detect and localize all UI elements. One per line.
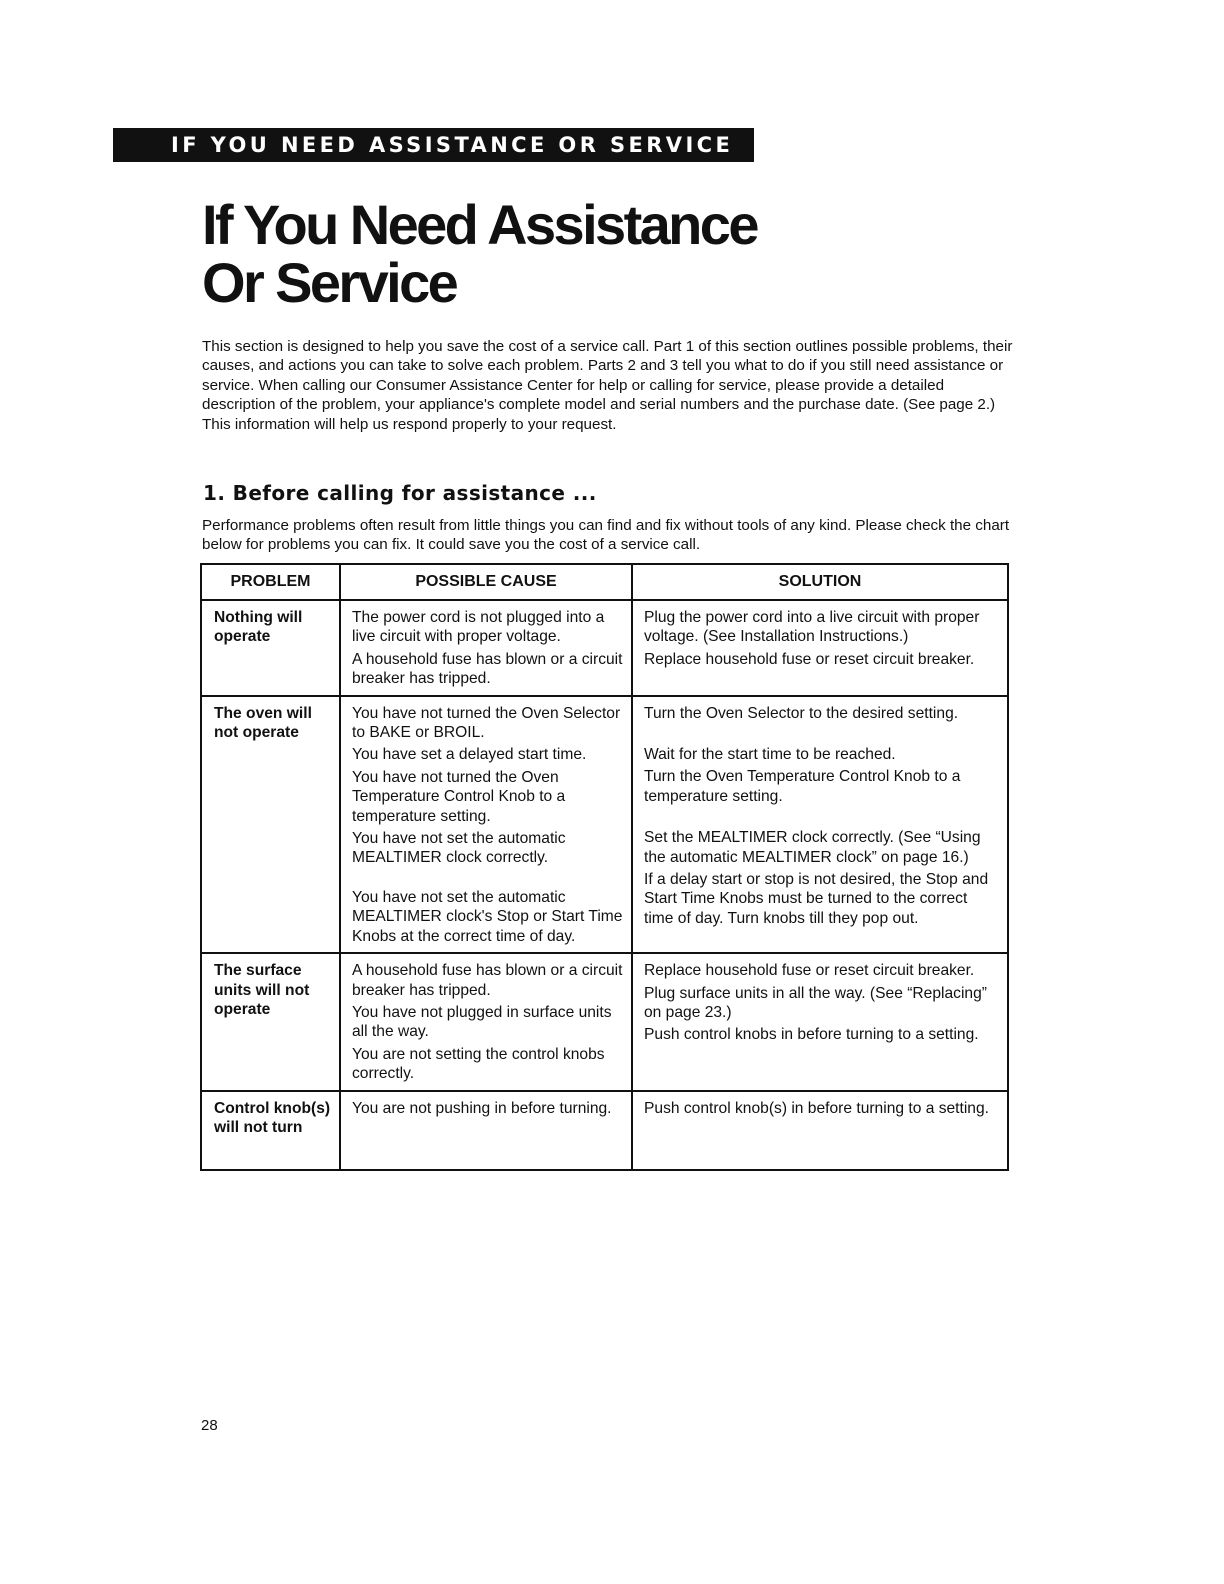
problem-cell: Control knob(s) will not turn bbox=[201, 1091, 340, 1170]
solution-cell bbox=[632, 600, 1008, 696]
problem-cell: Nothing will operate bbox=[201, 600, 340, 696]
solution-item: Plug surface units in all the way. (See “Replacing” on page 23.) bbox=[644, 984, 987, 1021]
problem-cell: The surface units will not operate bbox=[201, 953, 340, 1090]
section-intro-paragraph: Performance problems often result from little things you can find and fix without tools of any kind. Please check the chart below for problems you can fix. It could save you the cost of a service call. bbox=[202, 517, 1010, 554]
cause-item: A household fuse has blown or a circuit breaker has tripped. bbox=[352, 962, 623, 999]
solution-item: If a delay start or stop is not desired, the Stop and Start Time Knobs must be turned to the correct time of day. Turn knobs till they pop out. bbox=[644, 871, 989, 927]
table-header-row bbox=[201, 564, 1008, 600]
page-title-line-2: Or Service bbox=[202, 251, 457, 314]
page-title-line-1: If You Need Assistance bbox=[202, 193, 757, 256]
problem-cell: The oven will not operate bbox=[201, 696, 340, 953]
table-row bbox=[201, 600, 1008, 696]
solution-item: Wait for the start time to be reached. bbox=[644, 746, 896, 764]
solution-cell bbox=[632, 696, 1008, 953]
cause-item: You have set a delayed start time. bbox=[352, 746, 587, 764]
solution-item: Turn the Oven Temperature Control Knob to a temperature setting. bbox=[644, 768, 961, 805]
troubleshooting-table bbox=[200, 563, 1009, 1171]
cause-cell bbox=[340, 696, 632, 953]
cause-item: The power cord is not plugged into a live circuit with proper voltage. bbox=[352, 609, 605, 646]
intro-paragraph: This section is designed to help you save the cost of a service call. Part 1 of this section outlines possible problems, their causes, and actions you can take to solve each problem. Parts 2 and 3 tell you what to do if you still need assistance or service. When calling our Consumer Assistance Center for help or calling for service, please provide a detailed description of the problem, your appliance's complete model and serial numbers and the purchase date. (See page 2.) This information will help us respond properly to your request. bbox=[202, 338, 1013, 433]
column-header-solution: SOLUTION bbox=[632, 564, 1008, 600]
table-row bbox=[201, 1091, 1008, 1170]
section-heading: 1. Before calling for assistance ... bbox=[203, 481, 597, 505]
cause-cell bbox=[340, 1091, 632, 1170]
section-banner: IF YOU NEED ASSISTANCE OR SERVICE bbox=[113, 128, 754, 162]
page-number: 28 bbox=[201, 1417, 218, 1434]
solution-item: Replace household fuse or reset circuit breaker. bbox=[644, 650, 975, 668]
solution-cell bbox=[632, 1091, 1008, 1170]
solution-item: Replace household fuse or reset circuit breaker. bbox=[644, 962, 975, 980]
cause-cell bbox=[340, 953, 632, 1090]
column-header-possible-cause: POSSIBLE CAUSE bbox=[340, 564, 632, 600]
solution-item: Plug the power cord into a live circuit with proper voltage. (See Installation Instructions.) bbox=[644, 609, 980, 646]
page-title bbox=[202, 193, 757, 314]
solution-item: Push control knob(s) in before turning to a setting. bbox=[644, 1099, 989, 1117]
cause-item: A household fuse has blown or a circuit breaker has tripped. bbox=[352, 650, 623, 688]
cause-item: You have not turned the Oven Temperature Control Knob to a temperature setting. bbox=[352, 768, 566, 825]
solution-item: Push control knobs in before turning to a setting. bbox=[644, 1026, 979, 1044]
cause-item: You have not set the automatic MEALTIMER clock correctly. bbox=[352, 830, 566, 867]
table-row bbox=[201, 953, 1008, 1090]
solution-cell bbox=[632, 953, 1008, 1090]
table-row bbox=[201, 696, 1008, 953]
cause-item: You are not pushing in before turning. bbox=[352, 1099, 612, 1117]
cause-item: You have not set the automatic MEALTIMER clock's Stop or Start Time Knobs at the correct time of day. bbox=[352, 888, 623, 945]
cause-cell bbox=[340, 600, 632, 696]
cause-item: You have not plugged in surface units all the way. bbox=[352, 1003, 612, 1041]
cause-item: You are not setting the control knobs correctly. bbox=[352, 1045, 605, 1083]
solution-item: Set the MEALTIMER clock correctly. (See “Using the automatic MEALTIMER clock” on page 16.) bbox=[644, 829, 981, 866]
cause-item: You have not turned the Oven Selector to BAKE or BROIL. bbox=[352, 704, 621, 742]
column-header-problem: PROBLEM bbox=[201, 564, 340, 600]
solution-item: Turn the Oven Selector to the desired setting. bbox=[644, 704, 959, 722]
